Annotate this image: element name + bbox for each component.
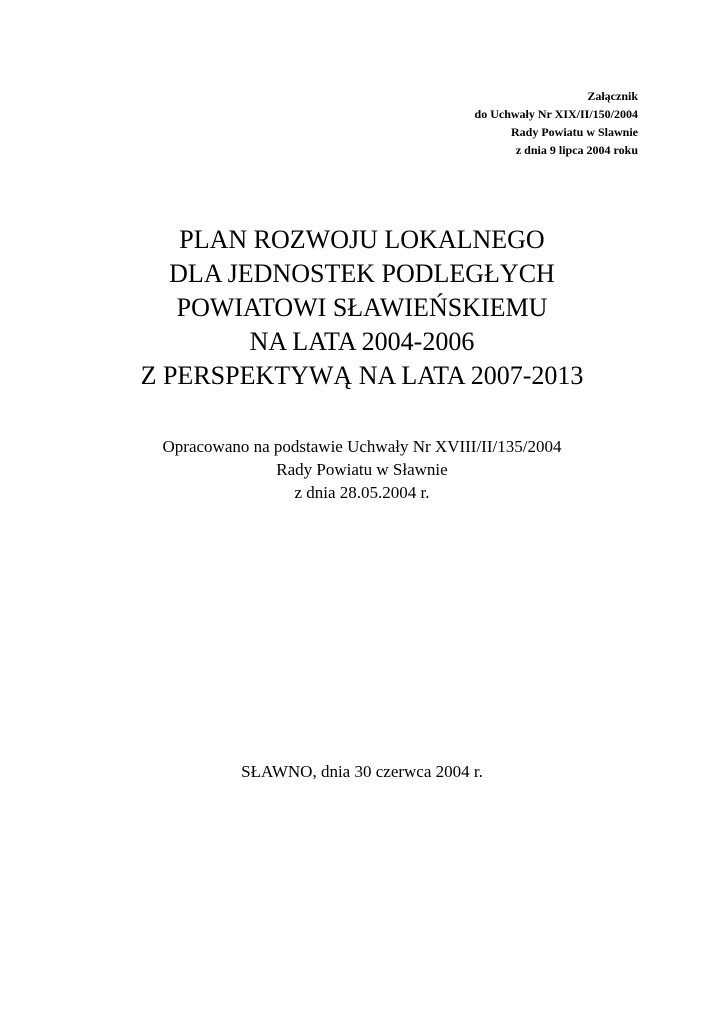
- title-line: NA LATA 2004-2006: [249, 327, 475, 356]
- attachment-header: [475, 87, 638, 159]
- place-and-date: SŁAWNO, dnia 30 czerwca 2004 r.: [241, 762, 483, 781]
- attachment-council: Rady Powiatu w Slawnie: [510, 125, 638, 139]
- legal-basis: [0, 435, 724, 504]
- basis-line: z dnia 28.05.2004 r.: [294, 483, 430, 502]
- document-title: [0, 223, 724, 393]
- title-line: POWIATOWI SŁAWIEŃSKIEMU: [176, 293, 548, 322]
- title-line: PLAN ROZWOJU LOKALNEGO: [179, 225, 545, 254]
- attachment-label: Załącznik: [587, 89, 638, 103]
- basis-line: Opracowano na podstawie Uchwały Nr XVIII/II/135/2004: [162, 437, 562, 456]
- attachment-date: z dnia 9 lipca 2004 roku: [515, 143, 638, 157]
- attachment-resolution-number: do Uchwały Nr XIX/II/150/2004: [474, 107, 638, 121]
- title-line: Z PERSPEKTYWĄ NA LATA 2007-2013: [140, 361, 584, 390]
- basis-line: Rady Powiatu w Sławnie: [276, 460, 448, 479]
- title-line: DLA JEDNOSTEK PODLEGŁYCH: [169, 259, 555, 288]
